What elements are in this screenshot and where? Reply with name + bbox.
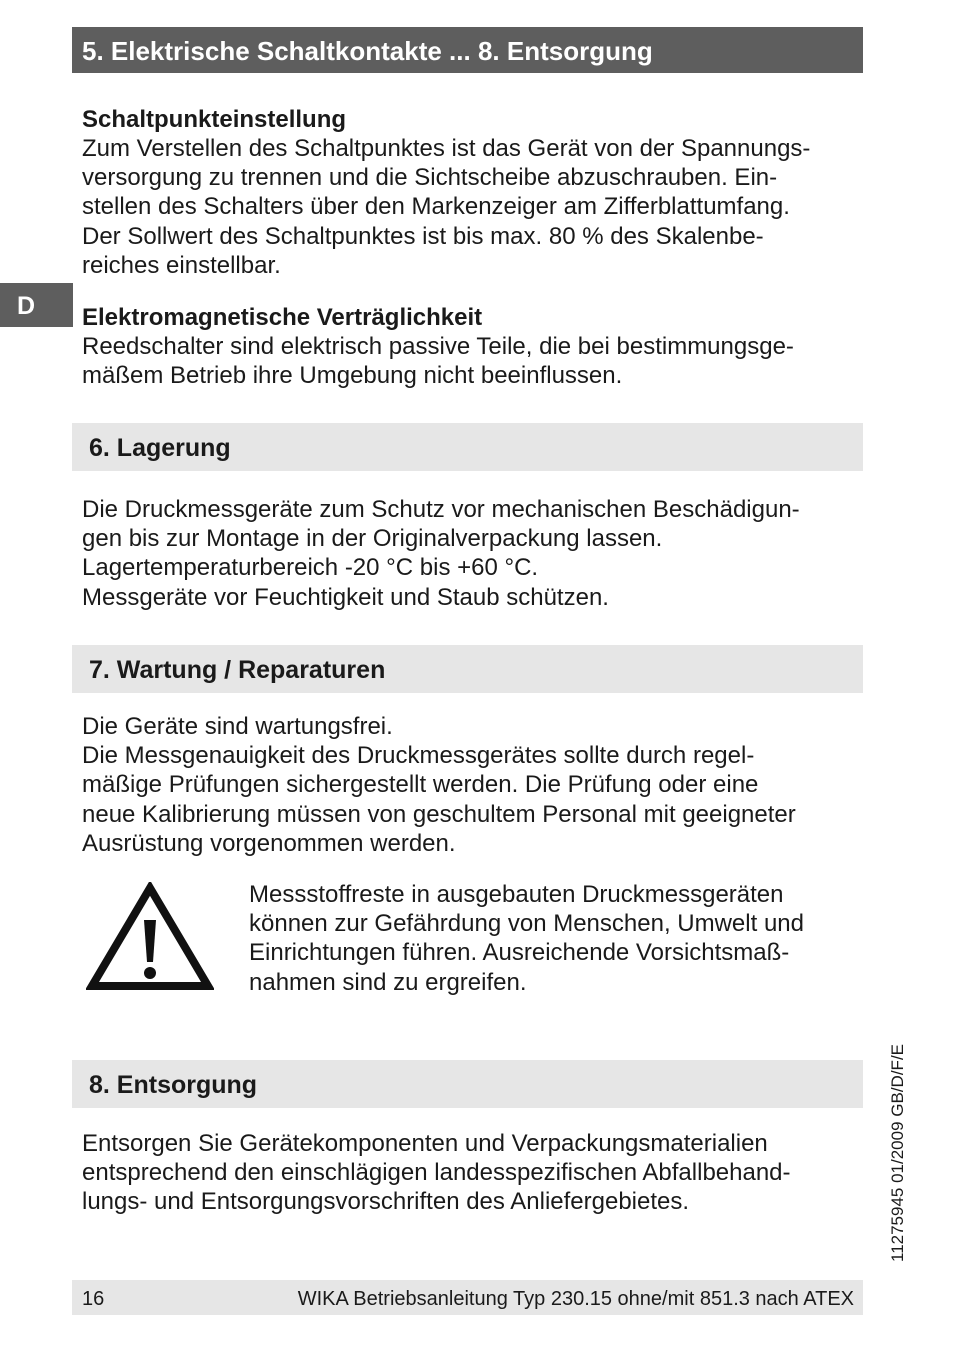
language-tab: [0, 283, 73, 327]
page-footer: [72, 1280, 863, 1315]
text-line: können zur Gefährdung von Menschen, Umwelt und: [249, 910, 804, 938]
emv-heading: Elektromagnetische Verträglichkeit: [82, 304, 483, 331]
text-line: Messgeräte vor Feuchtigkeit und Staub schützen.: [82, 583, 609, 611]
section-header-entsorgung: [72, 1060, 863, 1108]
text-line: reiches einstellbar.: [82, 251, 281, 279]
document-code: 11275945 01/2009 GB/D/F/E: [888, 1043, 907, 1262]
text-line: stellen des Schalters über den Markenzeiger am Zifferblattumfang.: [82, 193, 790, 221]
warning-text: [249, 880, 804, 997]
text-line: Die Druckmessgeräte zum Schutz vor mechanischen Beschädigun-: [82, 496, 800, 523]
emv-paragraph: [82, 332, 794, 390]
page-header: [72, 27, 863, 73]
text-line: lungs- und Entsorgungsvorschriften des Anliefergebietes.: [82, 1188, 690, 1216]
text-line: Reedschalter sind elektrisch passive Teile, die bei bestimmungsge-: [82, 333, 794, 360]
section-header-lagerung: [72, 423, 863, 471]
warning-triangle-icon: [86, 882, 214, 992]
text-line: Lagertemperaturbereich -20 °C bis +60 °C.: [82, 554, 539, 582]
schaltpunkt-heading: Schaltpunkteinstellung: [82, 106, 347, 133]
text-line: Messstoffreste in ausgebauten Druckmessgeräten: [249, 881, 784, 908]
text-line: Einrichtungen führen. Ausreichende Vorsichtsmaß-: [249, 939, 790, 967]
section-title-entsorgung: 8. Entsorgung: [89, 1071, 258, 1099]
text-line: entsprechend den einschlägigen landesspezifischen Abfallbehand-: [82, 1159, 791, 1187]
page-title: 5. Elektrische Schaltkontakte ... 8. Entsorgung: [82, 36, 653, 66]
text-line: gen bis zur Montage in der Originalverpackung lassen.: [82, 525, 663, 553]
text-line: versorgung zu trennen und die Sichtscheibe abzuschrauben. Ein-: [82, 164, 778, 192]
text-line: Der Sollwert des Schaltpunktes ist bis max. 80 % des Skalenbe-: [82, 222, 764, 250]
text-line: Zum Verstellen des Schaltpunktes ist das Gerät von der Spannungs-: [82, 135, 811, 162]
section-title-lagerung: 6. Lagerung: [89, 434, 231, 462]
text-line: neue Kalibrierung müssen von geschultem Personal mit geeigneter: [82, 800, 796, 828]
schaltpunkt-paragraph: [82, 134, 810, 280]
text-line: Entsorgen Sie Gerätekomponenten und Verpackungsmaterialien: [82, 1130, 768, 1157]
entsorgung-paragraph: [82, 1129, 791, 1217]
wartung-paragraph: [82, 712, 796, 858]
text-line: Ausrüstung vorgenommen werden.: [82, 829, 456, 857]
page-number: 16: [82, 1288, 105, 1310]
text-line: nahmen sind zu ergreifen.: [249, 968, 527, 996]
text-line: mäßige Prüfungen sichergestellt werden. Die Prüfung oder eine: [82, 771, 759, 799]
text-line: mäßem Betrieb ihre Umgebung nicht beeinflussen.: [82, 362, 623, 390]
language-label: D: [17, 292, 36, 320]
text-line: Die Messgenauigkeit des Druckmessgerätes sollte durch regel-: [82, 742, 755, 770]
section-title-wartung: 7. Wartung / Reparaturen: [89, 656, 386, 684]
footer-text: WIKA Betriebsanleitung Typ 230.15 ohne/mit 851.3 nach ATEX: [297, 1288, 854, 1310]
text-line: Die Geräte sind wartungsfrei.: [82, 713, 393, 740]
section-header-wartung: [72, 645, 863, 693]
lagerung-paragraph: [82, 495, 800, 612]
